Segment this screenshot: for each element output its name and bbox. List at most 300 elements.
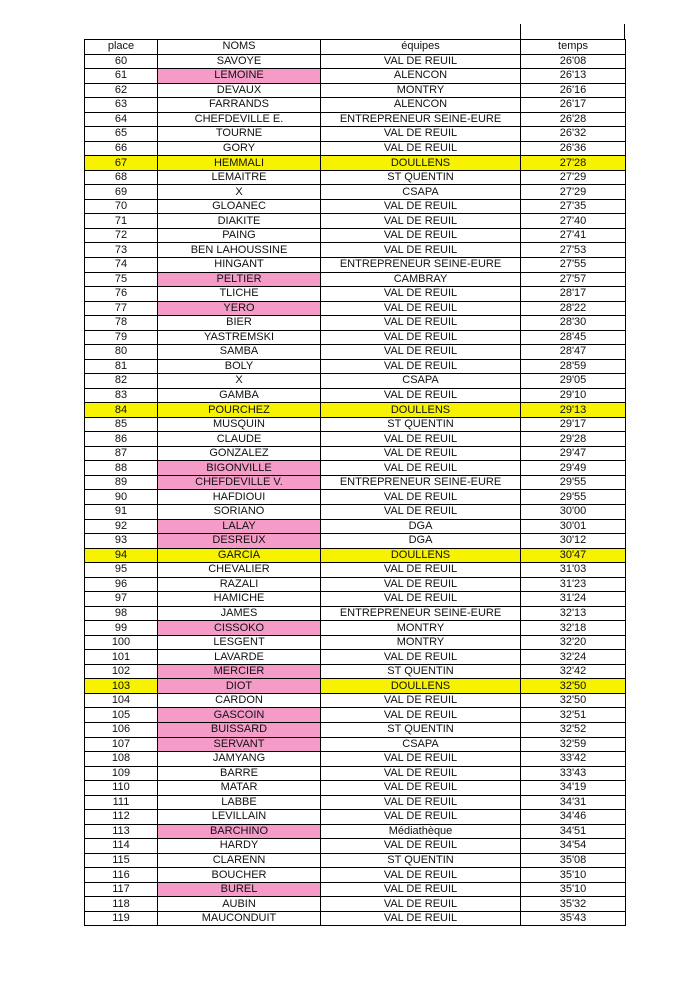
cell-place: 90 — [85, 490, 158, 505]
cell-time: 33'43 — [521, 766, 626, 781]
cell-time: 27'57 — [521, 272, 626, 287]
header-name: NOMS — [158, 40, 321, 55]
table-row — [85, 359, 626, 374]
cell-time: 28'45 — [521, 330, 626, 345]
cell-name: DESREUX — [158, 534, 321, 549]
cell-place: 69 — [85, 185, 158, 200]
table-row — [85, 505, 626, 520]
cell-time: 34'54 — [521, 839, 626, 854]
cell-time: 32'13 — [521, 606, 626, 621]
cell-name: TOURNE — [158, 127, 321, 142]
table-row — [85, 606, 626, 621]
cell-place: 71 — [85, 214, 158, 229]
table-row — [85, 272, 626, 287]
cell-place: 106 — [85, 722, 158, 737]
cell-time: 26'17 — [521, 98, 626, 113]
cell-name: YERO — [158, 301, 321, 316]
cell-team: ALENCON — [321, 98, 521, 113]
cell-name: SORIANO — [158, 505, 321, 520]
cell-time: 30'12 — [521, 534, 626, 549]
cell-time: 27'41 — [521, 228, 626, 243]
cell-name: BARRE — [158, 766, 321, 781]
cell-name: BIER — [158, 316, 321, 331]
cell-team: VAL DE REUIL — [321, 316, 521, 331]
cell-time: 28'59 — [521, 359, 626, 374]
table-row — [85, 287, 626, 302]
cell-place: 111 — [85, 795, 158, 810]
cell-time: 35'10 — [521, 882, 626, 897]
cell-time: 34'31 — [521, 795, 626, 810]
header-place: place — [85, 40, 158, 55]
cell-place: 94 — [85, 548, 158, 563]
cell-name: HEMMALI — [158, 156, 321, 171]
cell-time: 30'47 — [521, 548, 626, 563]
cell-name: MERCIER — [158, 664, 321, 679]
cell-time: 27'29 — [521, 170, 626, 185]
cell-team: VAL DE REUIL — [321, 505, 521, 520]
table-row — [85, 853, 626, 868]
cell-time: 26'13 — [521, 69, 626, 84]
cell-team: VAL DE REUIL — [321, 243, 521, 258]
cell-place: 74 — [85, 257, 158, 272]
cell-name: JAMYANG — [158, 752, 321, 767]
table-row — [85, 635, 626, 650]
cell-name: LEMAITRE — [158, 170, 321, 185]
cell-place: 118 — [85, 897, 158, 912]
cell-place: 61 — [85, 69, 158, 84]
cell-team: VAL DE REUIL — [321, 359, 521, 374]
cell-name: CHEFDEVILLE E. — [158, 112, 321, 127]
table-row — [85, 475, 626, 490]
cell-team: DOULLENS — [321, 548, 521, 563]
cell-time: 32'59 — [521, 737, 626, 752]
table-row — [85, 722, 626, 737]
table-row — [85, 243, 626, 258]
cell-team: VAL DE REUIL — [321, 752, 521, 767]
cell-place: 107 — [85, 737, 158, 752]
cell-name: GASCOIN — [158, 708, 321, 723]
column-divider-line — [624, 24, 625, 39]
cell-team: VAL DE REUIL — [321, 766, 521, 781]
cell-team: CSAPA — [321, 185, 521, 200]
table-row — [85, 621, 626, 636]
cell-team: VAL DE REUIL — [321, 54, 521, 69]
cell-name: LESGENT — [158, 635, 321, 650]
cell-team: VAL DE REUIL — [321, 301, 521, 316]
cell-place: 88 — [85, 461, 158, 476]
cell-team: VAL DE REUIL — [321, 388, 521, 403]
cell-name: LEVILLAIN — [158, 810, 321, 825]
table-row — [85, 781, 626, 796]
cell-name: GONZALEZ — [158, 446, 321, 461]
cell-time: 32'50 — [521, 693, 626, 708]
table-row — [85, 199, 626, 214]
cell-team: MONTRY — [321, 635, 521, 650]
table-row — [85, 403, 626, 418]
cell-name: HINGANT — [158, 257, 321, 272]
cell-time: 29'28 — [521, 432, 626, 447]
table-row — [85, 127, 626, 142]
table-row — [85, 228, 626, 243]
cell-name: PAING — [158, 228, 321, 243]
cell-team: VAL DE REUIL — [321, 127, 521, 142]
cell-team: VAL DE REUIL — [321, 882, 521, 897]
cell-team: VAL DE REUIL — [321, 897, 521, 912]
cell-place: 100 — [85, 635, 158, 650]
cell-time: 26'36 — [521, 141, 626, 156]
cell-name: MUSQUIN — [158, 417, 321, 432]
table-row — [85, 708, 626, 723]
cell-team: VAL DE REUIL — [321, 911, 521, 926]
cell-team: VAL DE REUIL — [321, 446, 521, 461]
cell-time: 27'40 — [521, 214, 626, 229]
cell-name: MATAR — [158, 781, 321, 796]
header-time: temps — [521, 40, 626, 55]
cell-time: 27'53 — [521, 243, 626, 258]
cell-name: HAMICHE — [158, 592, 321, 607]
table-row — [85, 795, 626, 810]
cell-place: 115 — [85, 853, 158, 868]
cell-place: 64 — [85, 112, 158, 127]
cell-team: ENTREPRENEUR SEINE-EURE — [321, 606, 521, 621]
table-row — [85, 897, 626, 912]
table-row — [85, 461, 626, 476]
cell-time: 28'22 — [521, 301, 626, 316]
cell-place: 119 — [85, 911, 158, 926]
cell-team: ST QUENTIN — [321, 722, 521, 737]
cell-place: 113 — [85, 824, 158, 839]
cell-time: 29'13 — [521, 403, 626, 418]
cell-place: 95 — [85, 563, 158, 578]
cell-time: 35'08 — [521, 853, 626, 868]
cell-team: VAL DE REUIL — [321, 708, 521, 723]
cell-name: BOLY — [158, 359, 321, 374]
cell-team: VAL DE REUIL — [321, 650, 521, 665]
cell-time: 26'28 — [521, 112, 626, 127]
cell-team: DOULLENS — [321, 403, 521, 418]
cell-team: Médiathèque — [321, 824, 521, 839]
cell-team: CSAPA — [321, 737, 521, 752]
cell-name: BOUCHER — [158, 868, 321, 883]
header-row — [85, 40, 626, 55]
cell-name: JAMES — [158, 606, 321, 621]
cell-time: 35'43 — [521, 911, 626, 926]
cell-place: 102 — [85, 664, 158, 679]
cell-place: 78 — [85, 316, 158, 331]
table-row — [85, 446, 626, 461]
column-divider-line — [520, 24, 521, 39]
cell-team: VAL DE REUIL — [321, 214, 521, 229]
cell-name: GAMBA — [158, 388, 321, 403]
cell-place: 91 — [85, 505, 158, 520]
cell-name: DEVAUX — [158, 83, 321, 98]
cell-team: DGA — [321, 534, 521, 549]
cell-team: ST QUENTIN — [321, 170, 521, 185]
cell-name: BUISSARD — [158, 722, 321, 737]
table-row — [85, 519, 626, 534]
cell-team: CAMBRAY — [321, 272, 521, 287]
cell-team: VAL DE REUIL — [321, 795, 521, 810]
cell-time: 29'17 — [521, 417, 626, 432]
cell-place: 63 — [85, 98, 158, 113]
cell-team: ENTREPRENEUR SEINE-EURE — [321, 475, 521, 490]
cell-name: SAMBA — [158, 345, 321, 360]
cell-place: 70 — [85, 199, 158, 214]
cell-name: SERVANT — [158, 737, 321, 752]
cell-time: 30'01 — [521, 519, 626, 534]
cell-time: 33'42 — [521, 752, 626, 767]
table-row — [85, 664, 626, 679]
cell-team: VAL DE REUIL — [321, 490, 521, 505]
cell-team: VAL DE REUIL — [321, 693, 521, 708]
cell-time: 32'20 — [521, 635, 626, 650]
table-row — [85, 432, 626, 447]
cell-name: CHEVALIER — [158, 563, 321, 578]
table-row — [85, 316, 626, 331]
cell-time: 28'47 — [521, 345, 626, 360]
cell-place: 98 — [85, 606, 158, 621]
cell-name: X — [158, 185, 321, 200]
cell-name: GORY — [158, 141, 321, 156]
cell-team: VAL DE REUIL — [321, 199, 521, 214]
cell-place: 97 — [85, 592, 158, 607]
cell-place: 116 — [85, 868, 158, 883]
cell-place: 117 — [85, 882, 158, 897]
table-row — [85, 98, 626, 113]
cell-place: 114 — [85, 839, 158, 854]
table-row — [85, 490, 626, 505]
cell-time: 31'03 — [521, 563, 626, 578]
cell-team: MONTRY — [321, 621, 521, 636]
table-row — [85, 563, 626, 578]
cell-place: 104 — [85, 693, 158, 708]
cell-team: VAL DE REUIL — [321, 839, 521, 854]
cell-place: 83 — [85, 388, 158, 403]
header-team: équipes — [321, 40, 521, 55]
cell-place: 66 — [85, 141, 158, 156]
cell-time: 32'18 — [521, 621, 626, 636]
cell-place: 110 — [85, 781, 158, 796]
cell-name: GLOANEC — [158, 199, 321, 214]
cell-time: 32'24 — [521, 650, 626, 665]
cell-place: 75 — [85, 272, 158, 287]
table-row — [85, 69, 626, 84]
table-row — [85, 766, 626, 781]
table-row — [85, 839, 626, 854]
table-row — [85, 737, 626, 752]
table-row — [85, 330, 626, 345]
cell-team: MONTRY — [321, 83, 521, 98]
cell-time: 34'19 — [521, 781, 626, 796]
cell-name: HAFDIOUI — [158, 490, 321, 505]
cell-team: ST QUENTIN — [321, 853, 521, 868]
cell-place: 101 — [85, 650, 158, 665]
table-row — [85, 534, 626, 549]
cell-name: HARDY — [158, 839, 321, 854]
cell-place: 80 — [85, 345, 158, 360]
cell-place: 79 — [85, 330, 158, 345]
cell-name: BARCHINO — [158, 824, 321, 839]
cell-name: YASTREMSKI — [158, 330, 321, 345]
table-row — [85, 54, 626, 69]
cell-name: X — [158, 374, 321, 389]
cell-name: MAUCONDUIT — [158, 911, 321, 926]
cell-time: 34'46 — [521, 810, 626, 825]
table-row — [85, 693, 626, 708]
cell-place: 72 — [85, 228, 158, 243]
cell-team: VAL DE REUIL — [321, 781, 521, 796]
table-row — [85, 83, 626, 98]
cell-name: CISSOKO — [158, 621, 321, 636]
cell-time: 26'08 — [521, 54, 626, 69]
table-row — [85, 911, 626, 926]
cell-place: 68 — [85, 170, 158, 185]
table-row — [85, 577, 626, 592]
table-row — [85, 810, 626, 825]
cell-team: DOULLENS — [321, 156, 521, 171]
cell-place: 77 — [85, 301, 158, 316]
cell-name: LEMOINE — [158, 69, 321, 84]
table-row — [85, 650, 626, 665]
cell-time: 29'05 — [521, 374, 626, 389]
cell-name: RAZALI — [158, 577, 321, 592]
table-row — [85, 417, 626, 432]
cell-time: 32'42 — [521, 664, 626, 679]
cell-time: 32'52 — [521, 722, 626, 737]
cell-place: 76 — [85, 287, 158, 302]
cell-place: 67 — [85, 156, 158, 171]
cell-team: VAL DE REUIL — [321, 868, 521, 883]
table-row — [85, 214, 626, 229]
cell-time: 29'55 — [521, 490, 626, 505]
cell-time: 27'28 — [521, 156, 626, 171]
cell-name: PELTIER — [158, 272, 321, 287]
cell-team: VAL DE REUIL — [321, 432, 521, 447]
cell-place: 92 — [85, 519, 158, 534]
cell-place: 86 — [85, 432, 158, 447]
cell-team: VAL DE REUIL — [321, 461, 521, 476]
cell-time: 29'55 — [521, 475, 626, 490]
cell-time: 29'10 — [521, 388, 626, 403]
cell-name: BUREL — [158, 882, 321, 897]
cell-place: 112 — [85, 810, 158, 825]
cell-team: ENTREPRENEUR SEINE-EURE — [321, 257, 521, 272]
table-row — [85, 374, 626, 389]
cell-time: 30'00 — [521, 505, 626, 520]
cell-place: 96 — [85, 577, 158, 592]
cell-name: BIGONVILLE — [158, 461, 321, 476]
cell-team: ST QUENTIN — [321, 417, 521, 432]
cell-name: SAVOYE — [158, 54, 321, 69]
cell-time: 35'32 — [521, 897, 626, 912]
table-row — [85, 592, 626, 607]
cell-time: 29'47 — [521, 446, 626, 461]
cell-name: GARCIA — [158, 548, 321, 563]
cell-place: 103 — [85, 679, 158, 694]
results-table — [84, 39, 626, 926]
cell-name: TLICHE — [158, 287, 321, 302]
cell-team: ENTREPRENEUR SEINE-EURE — [321, 112, 521, 127]
table-row — [85, 752, 626, 767]
table-row — [85, 824, 626, 839]
cell-time: 34'51 — [521, 824, 626, 839]
table-row — [85, 185, 626, 200]
cell-place: 89 — [85, 475, 158, 490]
cell-team: ALENCON — [321, 69, 521, 84]
cell-place: 65 — [85, 127, 158, 142]
table-row — [85, 868, 626, 883]
cell-team: ST QUENTIN — [321, 664, 521, 679]
cell-name: LAVARDE — [158, 650, 321, 665]
cell-time: 31'24 — [521, 592, 626, 607]
cell-place: 109 — [85, 766, 158, 781]
table-row — [85, 345, 626, 360]
cell-name: LALAY — [158, 519, 321, 534]
cell-team: VAL DE REUIL — [321, 345, 521, 360]
table-row — [85, 156, 626, 171]
cell-team: VAL DE REUIL — [321, 141, 521, 156]
cell-place: 93 — [85, 534, 158, 549]
table-row — [85, 882, 626, 897]
table-row — [85, 301, 626, 316]
table-row — [85, 679, 626, 694]
cell-team: VAL DE REUIL — [321, 810, 521, 825]
cell-name: DIOT — [158, 679, 321, 694]
cell-name: CHEFDEVILLE V. — [158, 475, 321, 490]
cell-time: 32'50 — [521, 679, 626, 694]
cell-place: 99 — [85, 621, 158, 636]
cell-place: 62 — [85, 83, 158, 98]
table-row — [85, 112, 626, 127]
cell-time: 28'30 — [521, 316, 626, 331]
cell-time: 29'49 — [521, 461, 626, 476]
cell-name: CLARENN — [158, 853, 321, 868]
cell-time: 26'16 — [521, 83, 626, 98]
cell-time: 28'17 — [521, 287, 626, 302]
cell-place: 87 — [85, 446, 158, 461]
cell-name: DIAKITE — [158, 214, 321, 229]
cell-name: AUBIN — [158, 897, 321, 912]
table-row — [85, 548, 626, 563]
cell-team: CSAPA — [321, 374, 521, 389]
table-row — [85, 170, 626, 185]
cell-time: 27'55 — [521, 257, 626, 272]
cell-team: VAL DE REUIL — [321, 592, 521, 607]
cell-time: 27'35 — [521, 199, 626, 214]
cell-time: 35'10 — [521, 868, 626, 883]
cell-name: POURCHEZ — [158, 403, 321, 418]
cell-time: 31'23 — [521, 577, 626, 592]
cell-time: 27'29 — [521, 185, 626, 200]
cell-name: FARRANDS — [158, 98, 321, 113]
cell-team: DGA — [321, 519, 521, 534]
cell-place: 81 — [85, 359, 158, 374]
cell-team: VAL DE REUIL — [321, 287, 521, 302]
cell-team: VAL DE REUIL — [321, 563, 521, 578]
cell-place: 105 — [85, 708, 158, 723]
table-row — [85, 388, 626, 403]
table-row — [85, 141, 626, 156]
cell-name: CARDON — [158, 693, 321, 708]
table-row — [85, 257, 626, 272]
cell-name: BEN LAHOUSSINE — [158, 243, 321, 258]
cell-place: 85 — [85, 417, 158, 432]
cell-place: 60 — [85, 54, 158, 69]
cell-place: 82 — [85, 374, 158, 389]
cell-team: DOULLENS — [321, 679, 521, 694]
cell-time: 26'32 — [521, 127, 626, 142]
cell-place: 108 — [85, 752, 158, 767]
